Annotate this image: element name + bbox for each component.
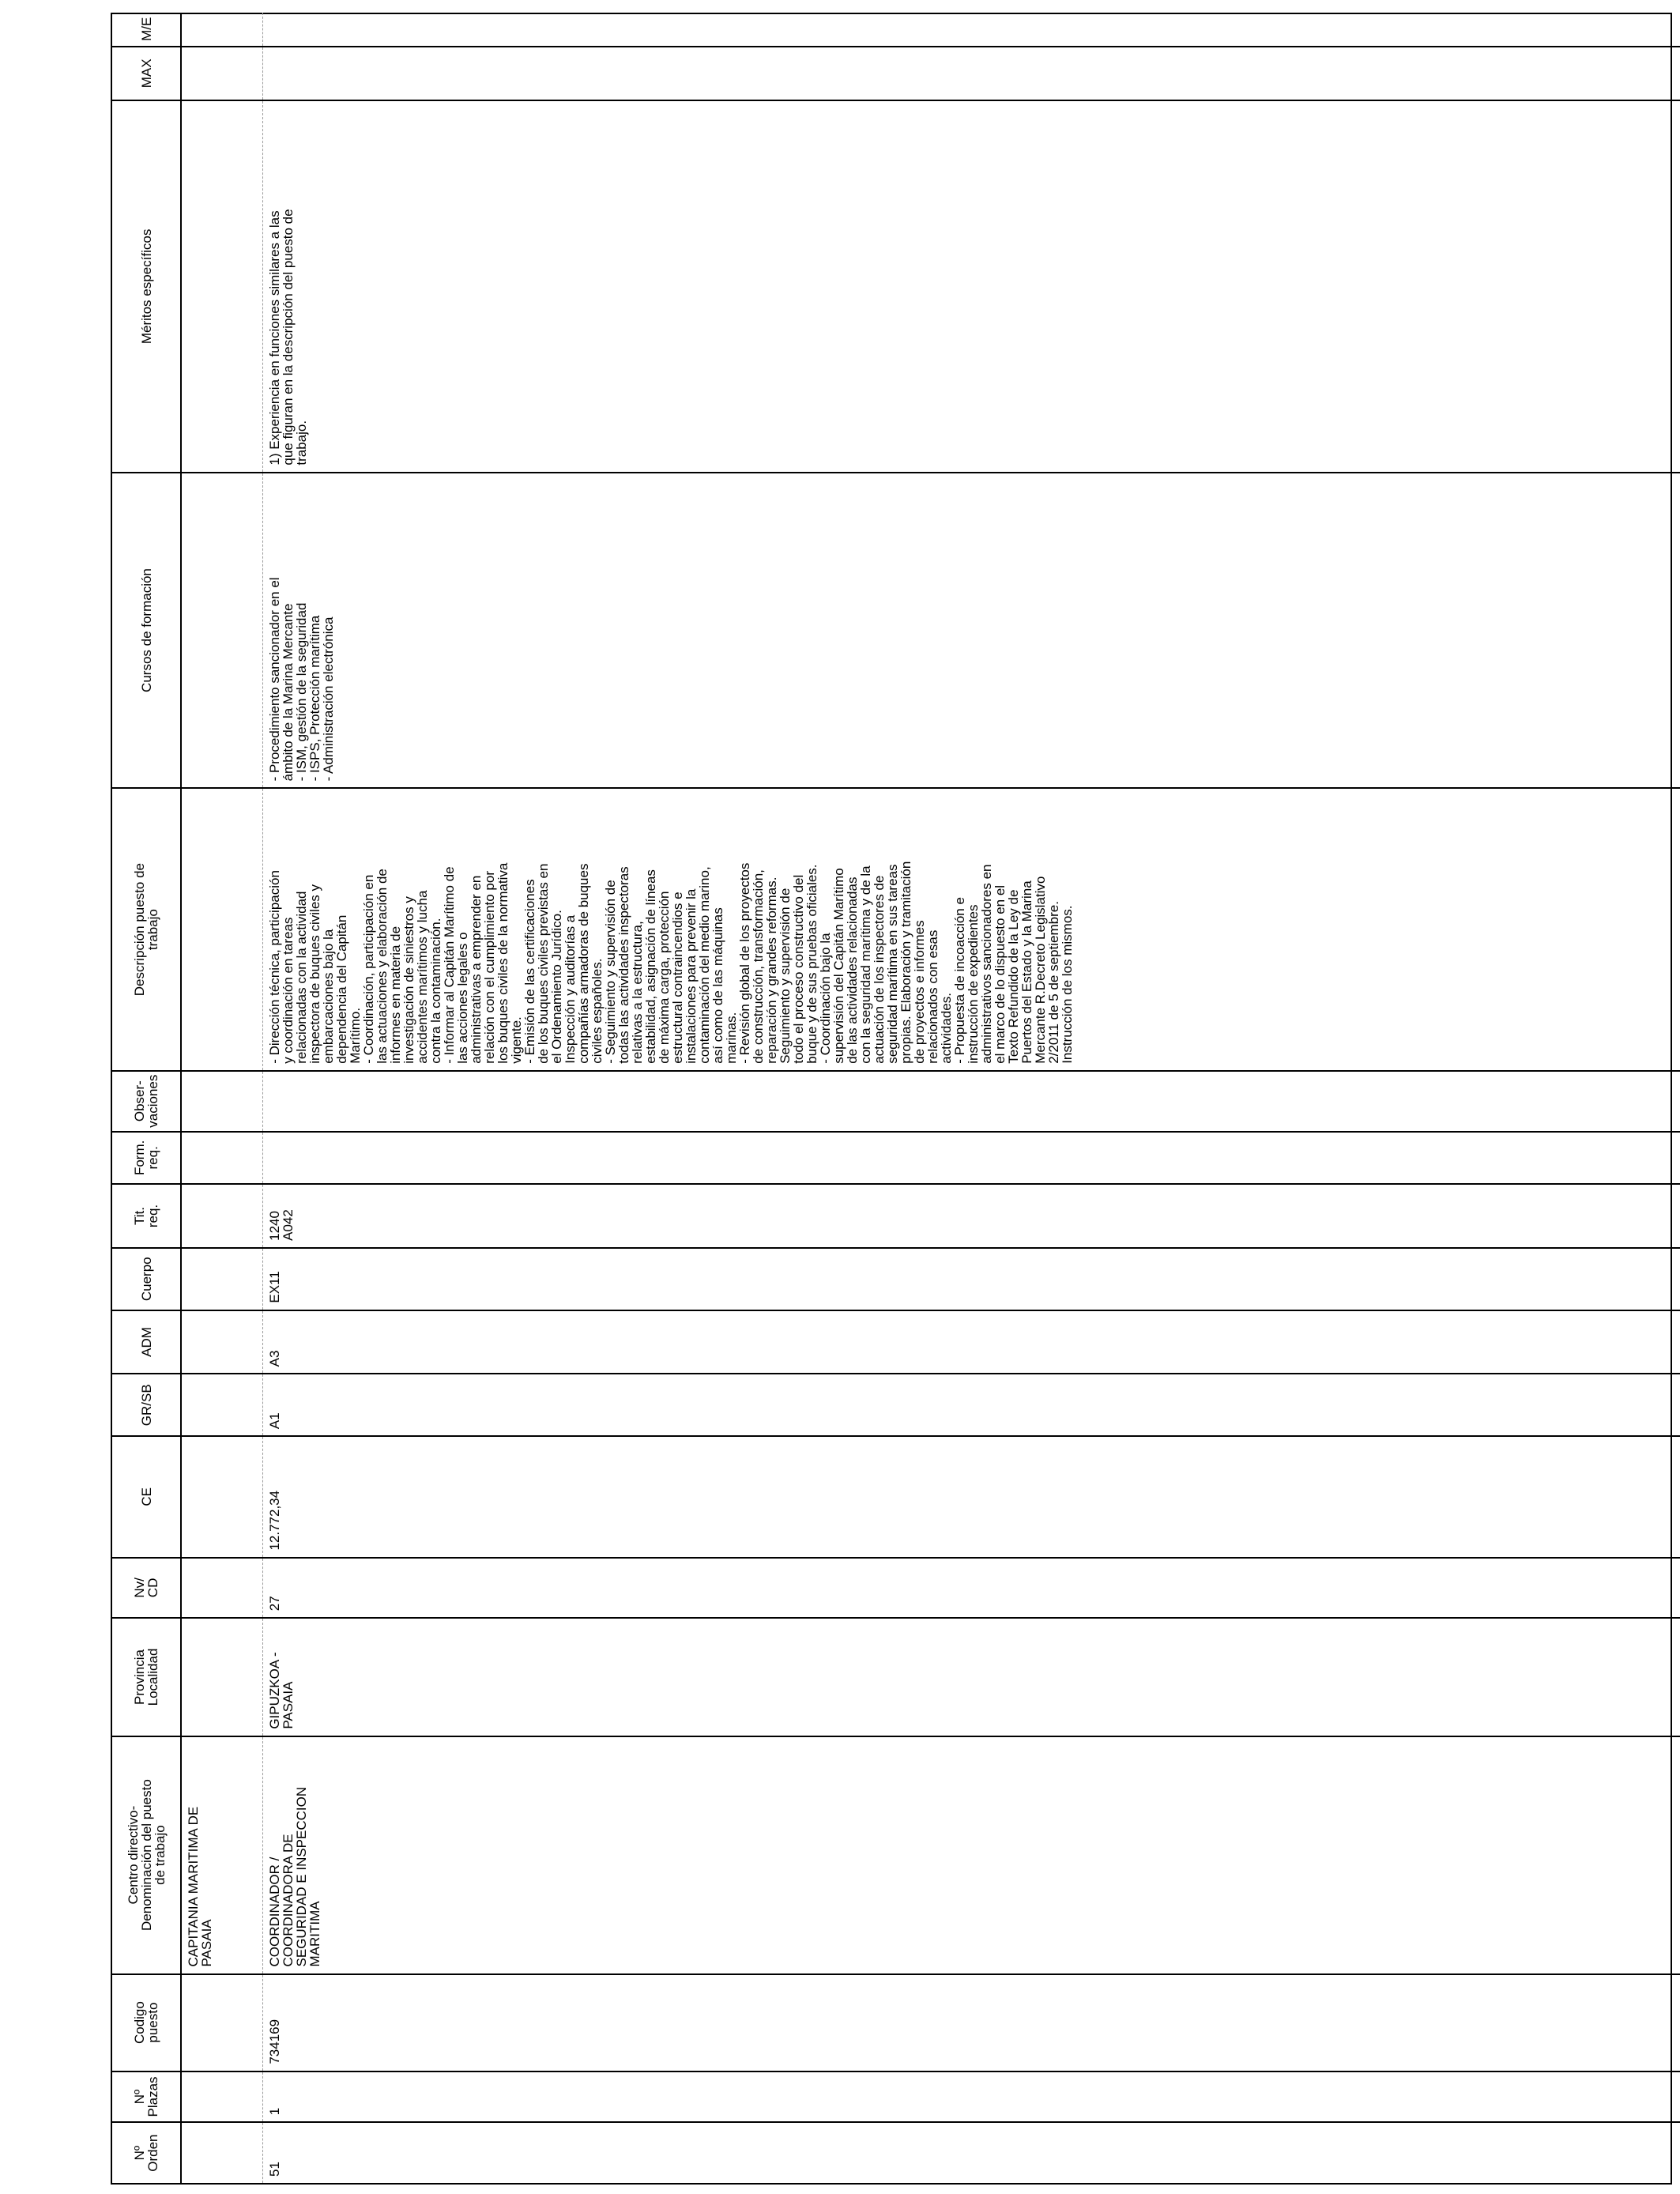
denominacion-value: COORDINADOR / COORDINADORA DE SEGURIDAD E INSPECCION MARITIMA (267, 1786, 322, 1967)
header-descripcion-label: Descripción puesto de trabajo (132, 863, 160, 997)
cell-observaciones (263, 1071, 1680, 1132)
titulacion-value: 1240 A042 (267, 1209, 296, 1241)
cell-provincia (263, 1618, 1680, 1736)
header-centro (112, 1736, 181, 1974)
grupo-value: A1 (267, 1412, 282, 1430)
nivel-value: 27 (267, 1596, 282, 1612)
header-nivel-label: Nv/ CD (132, 1578, 160, 1598)
header-adm-label: ADM (138, 1327, 154, 1357)
header-cuerpo (112, 1248, 181, 1310)
cell-me (263, 13, 1680, 47)
cell-cuerpo (263, 1248, 1680, 1310)
meritos-value: 1) Experiencia en funciones similares a las que figuran en la descripción del puesto de trabajo. (267, 209, 309, 466)
cursos-value: - Procedimiento sancionador en el ámbito de la Marina Mercante - ISM, gestión de la seguridad - ISPS, Protección marítima - Administración electrónica (267, 577, 336, 782)
header-cursos (112, 473, 181, 789)
cell-grupo (263, 1374, 1680, 1436)
header-adm (112, 1310, 181, 1374)
header-provincia (112, 1618, 181, 1736)
table-bottom-border (1671, 13, 1672, 2183)
header-plazas-label: Nº Plazas (132, 2076, 160, 2117)
table-header-row (112, 13, 181, 2183)
cell-formacion (263, 1132, 1680, 1185)
table-left-border (111, 2183, 1672, 2185)
cell-meritos (263, 100, 1680, 472)
table-row (263, 13, 1680, 2183)
cell-denominacion (263, 1736, 1680, 1974)
header-observaciones-label: Obser- vaciones (132, 1074, 160, 1128)
unit-name-cell (181, 1736, 263, 1974)
header-cursos-label: Cursos de formación (138, 568, 154, 692)
cell-max (263, 47, 1680, 101)
cell-codigo (263, 1974, 1680, 2071)
header-codigo-label: Codigo puesto (132, 2001, 160, 2045)
cell-nivel (263, 1558, 1680, 1619)
header-descripcion (112, 788, 181, 1070)
header-meritos-label: Méritos específicos (138, 228, 154, 345)
header-grupo-label: GR/SB (138, 1384, 154, 1427)
descripcion-value: - Dirección técnica, participación y coordinación en tareas relacionadas con la actividad inspectora de buques civiles y embarcaciones bajo la dependencia del Capitán Marítimo. - Coordinación, participación en las actuaciones y elaboración de informes en materia de investigación de siniestros y accidentes marítimos y lucha contra la contaminación. - Informar al Capitán Marítimo de las acciones legales o administrativas a emprender en relación con el cumplimiento por los buques civiles de la normativa vigente. - Emisión de las certificaciones de los buques civiles previstas en el Ordenamiento Jurídico. Inspección y auditorías a compañías armadoras de buques civiles españoles. - Seguimiento y supervisión de todas las actividades inspectoras relativas a la estructura, estabilidad, asignación de líneas de máxima carga, protección estructural contraincendios e instalaciones para prevenir la contaminación del medio marino, así como de las máquinas marinas. - Revisión global de los proyectos de construcción, transformación, reparación y grandes reformas. Seguimiento y supervisión de todo el proceso constructivo del buque y de sus pruebas oficiales. - Coordinación bajo la supervisión del Capitán Marítimo de las actividades relacionadas con la seguridad marítima y de la actuación de los inspectores de seguridad marítima en sus tareas propias. Elaboración y tramitación de proyectos e informes relacionados con esas actividades. - Propuesta de incoacción e instrucción de expedientes administrativos sancionadores en el marco de lo dispuesto en el Texto Refundido de la Ley de Puertos del Estado y la Marina Mercante R.Decreto Legislativo 2/2011 de 5 de septiembre. Instrucción de los mismos. (267, 861, 1075, 1064)
header-max (112, 47, 181, 101)
header-orden (112, 2122, 181, 2183)
header-plazas (112, 2071, 181, 2123)
header-titulacion-label: Tit. req. (132, 1204, 160, 1228)
header-centro-label: Centro directivo- Denominación del puesto de trabajo (125, 1779, 168, 1932)
header-max-label: MAX (138, 58, 154, 89)
job-positions-table (112, 13, 1680, 2183)
cell-plazas (263, 2071, 1680, 2123)
header-cuerpo-label: Cuerpo (138, 1257, 154, 1302)
header-formacion (112, 1132, 181, 1185)
cell-titulacion (263, 1184, 1680, 1248)
cell-cursos (263, 473, 1680, 789)
cell-ce (263, 1436, 1680, 1557)
header-nivel (112, 1558, 181, 1619)
adm-value: A3 (267, 1350, 282, 1367)
header-provincia-label: Provincia Localidad (132, 1648, 160, 1706)
header-me-label: M/E (138, 17, 154, 41)
header-ce (112, 1436, 181, 1557)
cell-descripcion (263, 788, 1680, 1070)
header-me (112, 13, 181, 47)
cell-adm (263, 1310, 1680, 1374)
plazas-value: 1 (267, 2107, 282, 2116)
orden-value: 51 (267, 2162, 282, 2177)
header-observaciones (112, 1071, 181, 1132)
ce-value: 12.772,34 (267, 1490, 282, 1551)
unit-name: CAPITANIA MARITIMA DE PASAIA (186, 1806, 214, 1967)
header-orden-label: Nº Orden (132, 2134, 160, 2172)
header-formacion-label: Form. req. (132, 1140, 160, 1176)
provincia-value: GIPUZKOA - PASAIA (267, 1652, 296, 1729)
header-meritos (112, 100, 181, 472)
header-titulacion (112, 1184, 181, 1248)
header-grupo (112, 1374, 181, 1436)
cell-orden (263, 2122, 1680, 2183)
codigo-value: 734169 (267, 2019, 282, 2064)
unit-group-row (181, 13, 263, 2183)
header-codigo (112, 1974, 181, 2071)
header-ce-label: CE (138, 1487, 154, 1506)
cuerpo-value: EX11 (267, 1271, 282, 1303)
